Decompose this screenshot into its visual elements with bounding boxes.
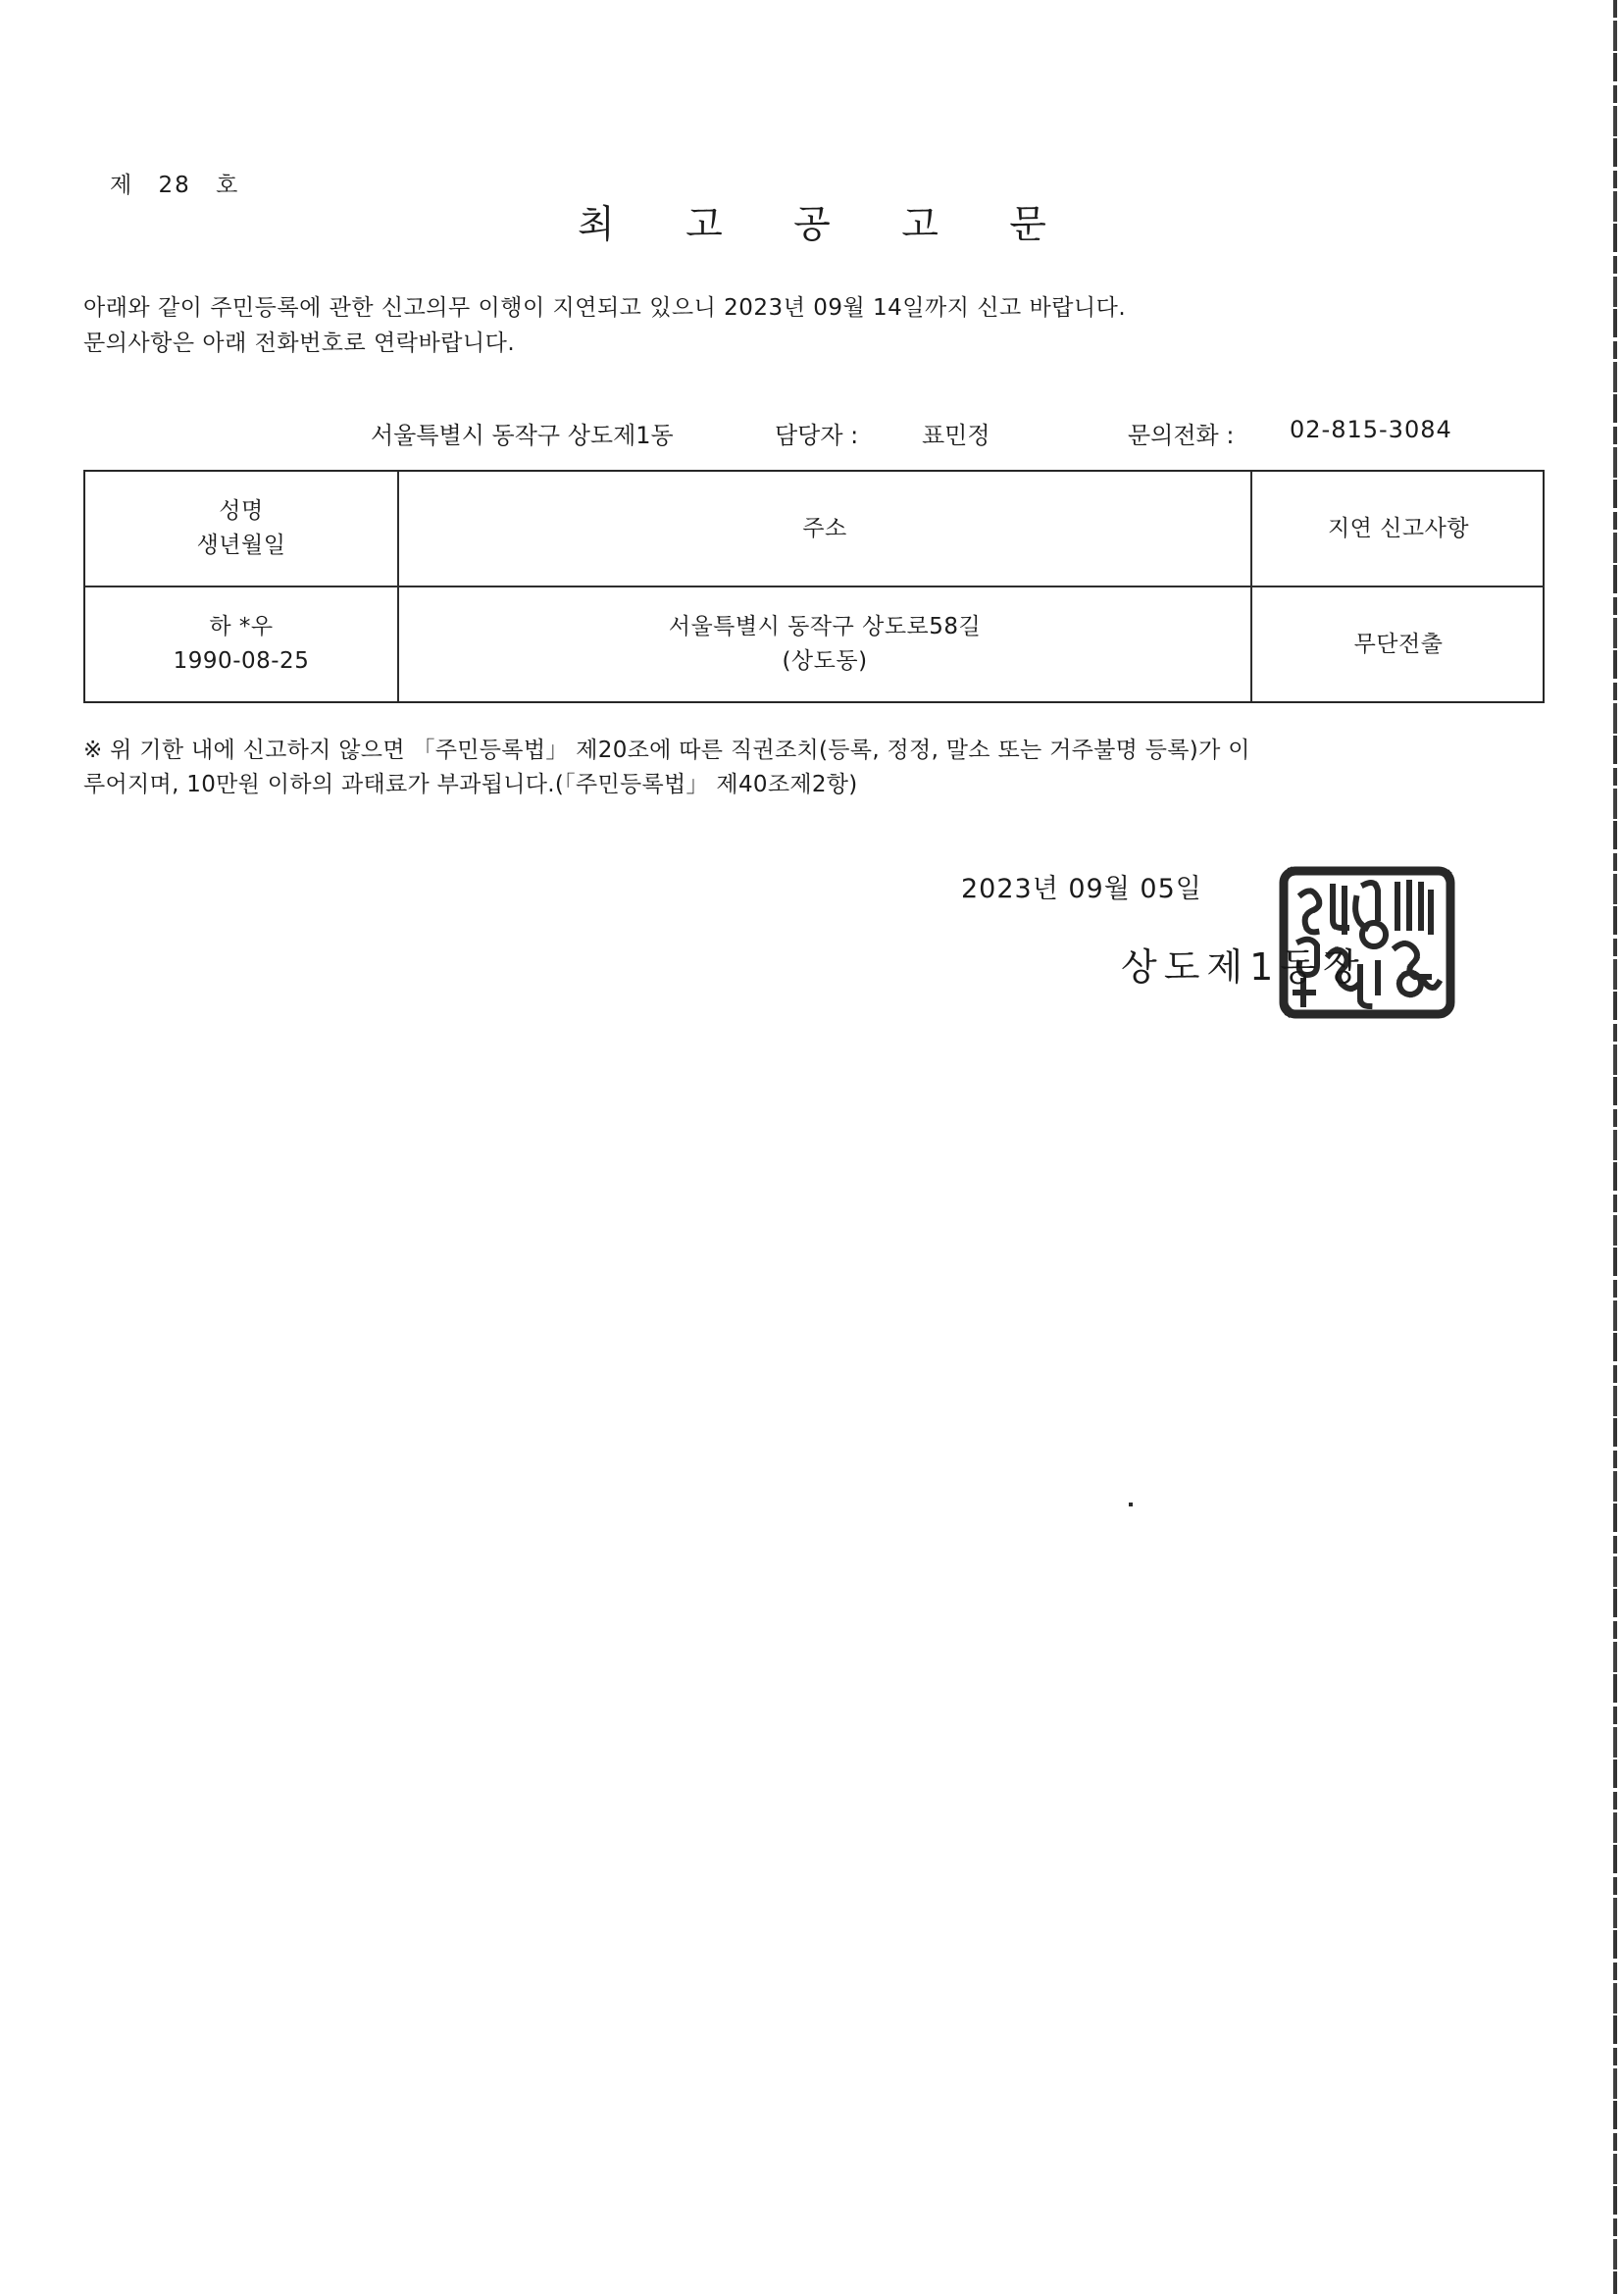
legal-footnote [83, 734, 1250, 802]
header-name-line2: 생년월일 [196, 533, 286, 558]
signer-title: 상도제1동장 [1121, 945, 1366, 989]
header-address: 주소 [399, 472, 1252, 587]
scan-artifact-speck [1129, 1503, 1133, 1506]
scan-artifact-line [1613, 0, 1617, 2294]
office-name: 서울특별시 동작구 상도제1동 [371, 422, 674, 449]
row-birth-date: 1990-08-25 [173, 648, 310, 674]
header-issue: 지연 신고사항 [1252, 472, 1545, 587]
row-address-line1: 서울특별시 동작구 상도로58길 [668, 614, 982, 639]
page-title: 최 고 공 고 문 [578, 203, 1076, 247]
manager-name: 표민정 [922, 422, 990, 449]
header-name-birth [85, 472, 399, 587]
header-name-line1: 성명 [219, 498, 264, 524]
document-number: 제 28 호 [110, 173, 240, 198]
row-name-birth [85, 587, 399, 701]
footnote-line-1: ※ 위 기한 내에 신고하지 않으면 「주민등록법」 제20조에 따른 직권조치(등록, 정정, 말소 또는 거주불명 등록)가 이 [83, 738, 1250, 763]
issue-date: 2023년 09월 05일 [961, 874, 1202, 904]
phone-label: 문의전화 : [1128, 422, 1235, 449]
row-address-line2: (상도동) [782, 648, 868, 674]
delinquency-table [83, 470, 1545, 703]
row-name: 하 *우 [209, 614, 274, 639]
footnote-line-2: 루어지며, 10만원 이하의 과태료가 부과됩니다.(「주민등록법」 제40조제2항) [83, 772, 858, 797]
row-issue: 무단전출 [1353, 631, 1444, 657]
intro-line-1: 아래와 같이 주민등록에 관한 신고의무 이행이 지연되고 있으니 2023년 09월 14일까지 신고 바랍니다. [83, 295, 1127, 321]
phone-number: 02-815-3084 [1290, 416, 1452, 443]
manager-label: 담당자 : [775, 422, 859, 449]
row-address [399, 587, 1252, 701]
official-seal-stamp [1278, 865, 1456, 1020]
intro-line-2: 문의사항은 아래 전화번호로 연락바랍니다. [83, 331, 516, 356]
intro-paragraph [83, 290, 1126, 361]
